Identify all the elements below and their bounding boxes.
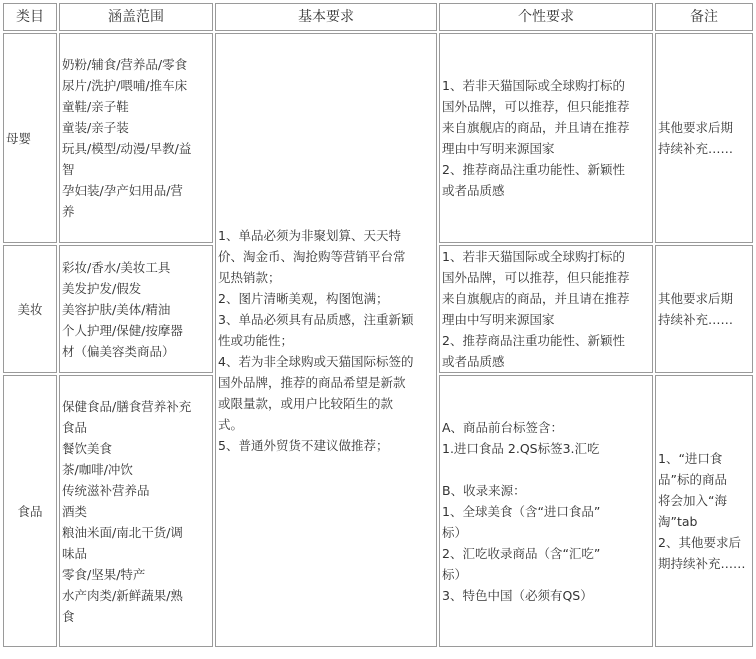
personal-requirements-cell: 1、若非天猫国际或全球购打标的 国外品牌，可以推荐，但只能推荐 来自旗舰店的商品，并且请在推荐 理由中写明来源国家 2、推荐商品注重功能性、新颖性 或者品质感 <box>439 33 653 243</box>
scope-cell: 保健食品/膳食营养补充 食品 餐饮美食 茶/咖啡/冲饮 传统滋补营养品 酒类 粮油米面/南北干货/调 味品 零食/坚果/特产 水产肉类/新鲜蔬果/熟 食 <box>59 375 213 647</box>
note-cell: 其他要求后期 持续补充…… <box>655 33 753 243</box>
basic-requirements-cell: 1、单品必须为非聚划算、天天特 价、淘金币、淘抢购等营销平台常 见热销款； 2、图片清晰美观，构图饱满； 3、单品必须具有品质感，注重新颖 性或功能性； 4、若为非全球购或天猫国际标签的 国外品牌，推荐的商品希望是新款 或限量款，或用户比较陌生的款 式。 5、普通外贸货不建议做推荐； <box>215 33 437 647</box>
personal-requirements-cell: 1、若非天猫国际或全球购打标的 国外品牌，可以推荐，但只能推荐 来自旗舰店的商品，并且请在推荐 理由中写明来源国家 2、推荐商品注重功能性、新颖性 或者品质感 <box>439 245 653 373</box>
requirements-table <box>1 1 755 649</box>
category-cell: 美妆 <box>3 245 57 373</box>
personal-requirements-cell: A、商品前台标签含： 1.进口食品 2.QS标签3.汇吃 B、收录来源： 1、全球美食（含“进口食品” 标） 2、汇吃收录商品（含“汇吃” 标） 3、特色中国（必须有QS） <box>439 375 653 647</box>
header-category: 类目 <box>3 3 57 31</box>
note-cell: 1、“进口食 品”标的商品 将会加入“海 淘”tab 2、其他要求后 期持续补充…… <box>655 375 753 647</box>
header-basic: 基本要求 <box>215 3 437 31</box>
table-row <box>3 33 753 243</box>
header-note: 备注 <box>655 3 753 31</box>
header-personal: 个性要求 <box>439 3 653 31</box>
scope-cell: 奶粉/辅食/营养品/零食 尿片/洗护/喂哺/推车床 童鞋/亲子鞋 童装/亲子装 玩具/模型/动漫/早教/益 智 孕妇装/孕产妇用品/营 养 <box>59 33 213 243</box>
category-cell: 母婴 <box>3 33 57 243</box>
scope-cell: 彩妆/香水/美妆工具 美发护发/假发 美容护肤/美体/精油 个人护理/保健/按摩器 材（偏美容类商品） <box>59 245 213 373</box>
category-cell: 食品 <box>3 375 57 647</box>
header-scope: 涵盖范围 <box>59 3 213 31</box>
note-cell: 其他要求后期 持续补充…… <box>655 245 753 373</box>
header-row <box>3 3 753 31</box>
